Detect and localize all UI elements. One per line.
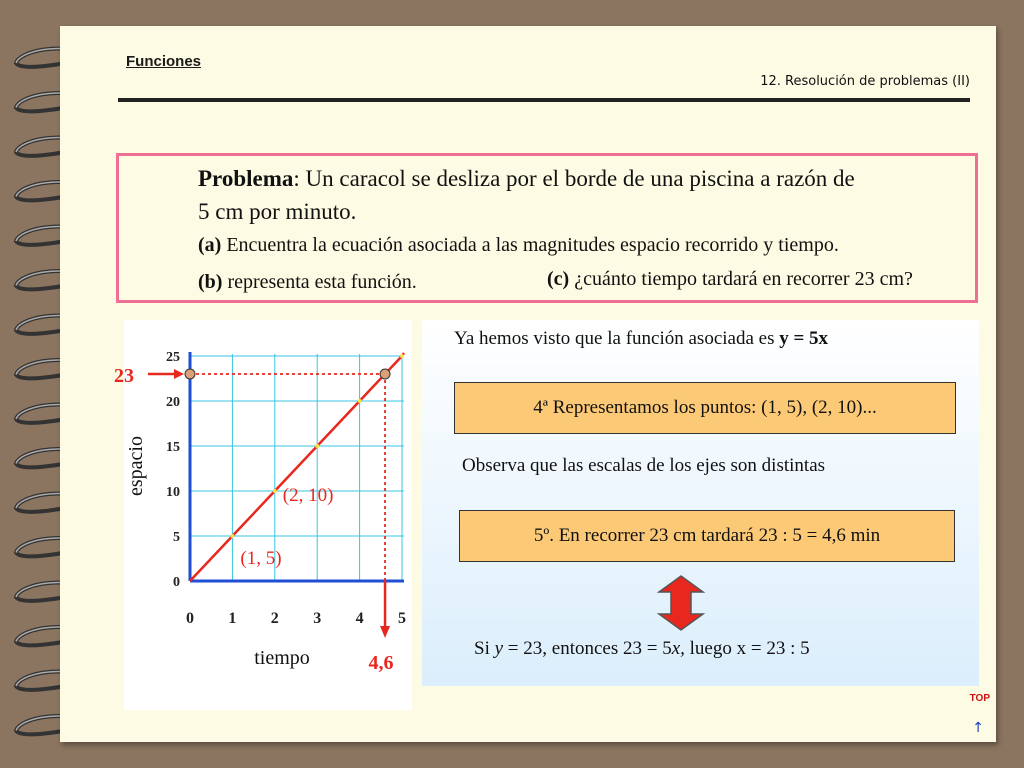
x-tick-label: 2 [270,610,279,627]
question-a-text: Encuentra la ecuación asociada a las magnitudes espacio recorrido y tiempo. [221,234,839,256]
x-tick-label: 0 [186,610,194,627]
y-tick-label: 20 [166,395,180,410]
section-title[interactable]: Funciones [126,53,202,70]
problem-text-1: : Un caracol se desliza por el borde de una piscina a razón de [293,166,855,191]
y-tick-label: 25 [166,350,180,365]
point-label: (2, 10) [282,485,334,506]
question-c-label: (c) [547,268,570,290]
x-highlight-label: 4,6 [368,652,394,674]
question-b-label: (b) [198,271,223,293]
solution-panel [422,320,979,686]
top-link[interactable]: TOP [969,693,990,704]
solution-equation [474,638,810,660]
x-tick-label: 1 [228,610,237,627]
function-statement-text: Ya hemos visto que la función asociada es [454,328,780,349]
question-c-text: ¿cuánto tiempo tardará en recorrer 23 cm? [569,268,913,290]
x-tick-label: 3 [313,610,322,627]
y-tick-label: 15 [166,440,180,455]
point-label: (1, 5) [240,548,282,569]
solution-end: luego x = 23 : 5 [684,638,810,659]
slide-subtitle: 12. Resolución de problemas (II) [760,74,970,89]
y-tick-label: 10 [166,485,180,500]
title-divider [118,98,970,102]
updown-arrow-icon [656,574,706,632]
function-statement [454,328,828,350]
solution-y: y [494,638,504,659]
y-highlight-label: 23 [114,365,134,387]
problem-line-1 [198,166,855,192]
step-5-box: 5º. En recorrer 23 cm tardará 23 : 5 = 4,6 min [459,510,955,562]
question-a-label: (a) [198,234,222,256]
y-tick-label: 5 [173,530,180,545]
problem-statement-box [116,153,978,303]
problem-line-2: 5 cm por minuto. [198,199,357,224]
top-arrow-icon[interactable]: ↑ [972,720,984,736]
solution-si: Si [474,638,495,659]
scale-note: Observa que las escalas de los ejes son distintas [462,455,826,476]
x-axis-label: tiempo [254,647,310,669]
question-b-text: representa esta función. [222,271,417,293]
solution-x: x, [671,638,685,659]
problem-label: Problema [198,166,294,191]
question-b [198,271,417,294]
function-equation: y = 5x [779,328,829,349]
y-tick-label: 0 [173,575,180,590]
question-a [198,234,839,257]
slide-page [60,26,996,742]
step-4-box: 4ª Representamos los puntos: (1, 5), (2, 10)... [454,382,956,434]
graph-panel [124,320,412,710]
question-c [547,268,913,291]
y-axis-label: espacio [125,436,147,496]
solution-mid: = 23, entonces 23 = 5 [503,638,672,659]
x-tick-label: 4 [355,610,364,627]
x-tick-label: 5 [398,610,406,627]
